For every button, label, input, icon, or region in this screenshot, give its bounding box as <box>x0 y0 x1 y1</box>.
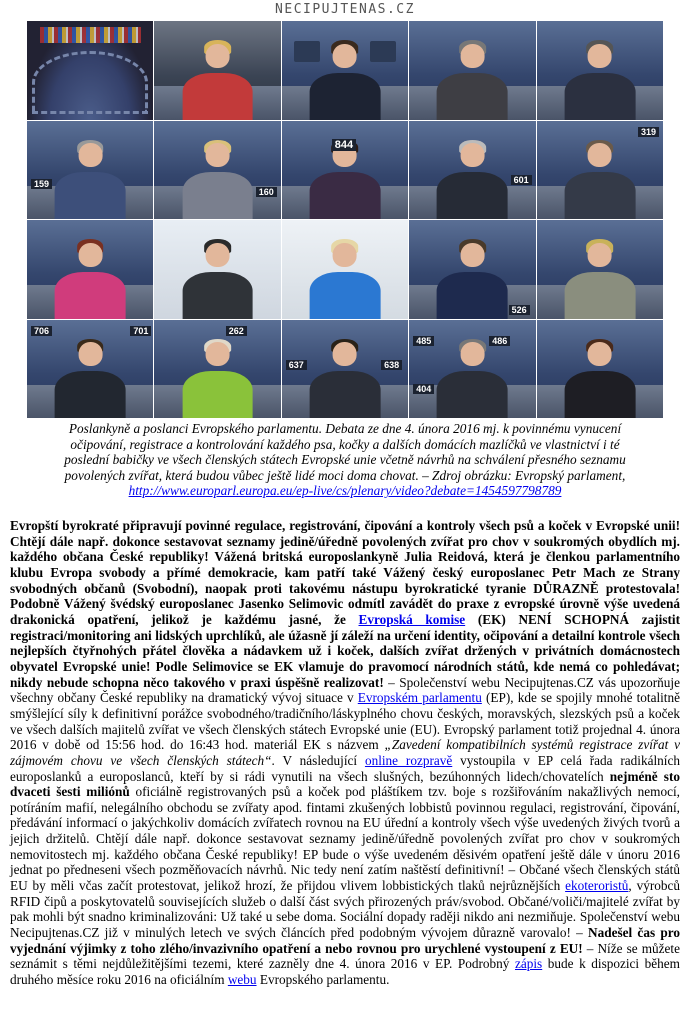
seat-number: 160 <box>256 187 277 197</box>
body-text: vystoupila v EP celá řada radikálních europoslanků a europoslanců, kteří by si rádi vynutili na všech slušných, bezúhonných lidech/chovatelích <box>10 752 680 784</box>
body-text: oficiálně registrovaných psů a koček pod pláštíkem tzv. boje s rozšiřováním nakažlivých nemocí, potíráním mafií, nelegálního obchodu se zvířaty apod. fintami zkušených lobbistů povinnou regulaci, registrování, čipování, předávání informací o jakýchkoliv domácích zvířatech rovnou na EU úřední a kontroly všech výše uvedených živých tvorů a jejich držitelů. Chtějí dále např. dokonce sestavovat seznamy jedině/úředně povolených zvířat pro chov v soukromých nemovitostech mj. každého občana České republiky! EP bude o výše uvedeném děsivém opatření ještě dále v únoru 2016 jednat po předneseni všech pozměňovacích návrhů. Nic tedy není zatím naštěstí definitivní! – Občané všech členských států EU by měli včas začít protestovat, jelikož hrozí, že přijdou vlivem lobbistických tlaků nejrůznějších <box>10 784 680 894</box>
plenary-hall-photo <box>27 21 153 120</box>
seat-number: 637 <box>286 360 307 370</box>
body-text: bude k dispozici během druhého měsíce roku 2016 na oficiálním <box>10 956 680 988</box>
photo-collage <box>27 21 663 418</box>
body-text: (EP), kde se spojily mnohé totalitně smýšlející síly k definitivní porážce svobodného/tradičního/láskyplného chovu českých, moravských, slezských psů a koček ve všech dalších majitelů zvířat ve všech členských státech Evropské unie (EU). Evropský parlament totiž projednal 4. února 2016 v době od 15:56 hod. do 16:43 hod. materiál EK s názvem <box>10 690 680 753</box>
mep-photo <box>282 220 408 319</box>
body-text: . V následující <box>271 752 365 768</box>
seat-number: 601 <box>511 175 532 185</box>
seat-number: 485 <box>413 336 434 346</box>
lead-text: Evropští byrokraté připravují povinné regulace, registrování, čipování a kontroly všech psů a koček v Evropské unii! Chtějí dále např. dokonce sestavovat seznamy jedině/úředně povolených zvířat pro chov v soukromých obydlích mj. každého občana České republiky! Vážená britská europoslankyně Julia Reidová, která je členkou parlamentního klubu Evropa svobody a přímé demokracie, kam patří také Vážený český europoslanec Petr Mach ze Strany svobodných občanů (Svobodní), naopak proti takovému nástupu byrokratické tyranie DŮRAZNĚ protestovala! Podobně Vážený švédský europoslanec Jasenko Selimovic odmítl zavádět do praxe z evropské úrovně výše uvedená drakonická opatření, jelikož je každému jasné, že <box>10 518 680 627</box>
caption-text: Poslankyně a poslanci Evropského parlamentu. Debata ze dne 4. února 2016 mj. k povinnému vynucení očipování, registrace a kontrolování každého psa, kočky a dalších domácích mazlíčků ve vlastnictví i té poslední babičky ve všech členských státech Evropské unie včetně návrhů na schválení přesného seznamu povolených zvířat, která budou vůbec ještě lidé moci doma chovat. – Zdroj obrázku: Evropský parlament, <box>64 421 626 483</box>
evropska-komise-link[interactable]: Evropská komise <box>358 611 466 627</box>
caption-source-link[interactable]: http://www.europarl.europa.eu/ep-live/cs/plenary/video?debate=1454597798789 <box>128 483 562 499</box>
mep-photo <box>27 121 153 220</box>
seat-number: 159 <box>31 179 52 189</box>
mep-photo <box>282 21 408 120</box>
mep-photo <box>537 220 663 319</box>
seat-number: 526 <box>509 305 530 315</box>
evropsky-parlament-link[interactable]: Evropském parlamentu <box>357 690 482 706</box>
mep-photo <box>409 320 535 419</box>
online-rozprava-link[interactable]: online rozpravě <box>364 752 453 768</box>
seat-number: 404 <box>413 384 434 394</box>
mep-photo <box>282 320 408 419</box>
seat-number: 319 <box>638 127 659 137</box>
mep-photo <box>154 121 280 220</box>
web-link[interactable]: webu <box>227 972 257 988</box>
mep-photo <box>409 121 535 220</box>
mep-photo <box>154 320 280 419</box>
mep-photo <box>409 220 535 319</box>
zapis-link[interactable]: zápis <box>514 956 543 972</box>
seat-number: 706 <box>31 326 52 336</box>
site-title: NECIPUJTENAS.CZ <box>275 2 415 17</box>
mep-photo <box>27 320 153 419</box>
seat-number: 844 <box>332 139 356 151</box>
seat-number: 486 <box>489 336 510 346</box>
body-text: – Společenství webu Necipujtenas.CZ vás upozorňuje všechny občany České republiky na dramatický vývoj situace v <box>10 674 680 706</box>
seat-number: 262 <box>226 326 247 336</box>
image-caption <box>60 421 630 499</box>
mep-photo <box>537 320 663 419</box>
ekoteroristu-link[interactable]: ekoteroristů <box>565 878 629 894</box>
body-text: , výrobců RFID čipů a poskytovatelů souvisejících služeb o další část svých přirozených práv/svobod. Občané/voliči/majitelé zvířat by pak mohli být snadno kriminalizováni: Už také u sebe doma. Sociální dopady raději nikdo ani nezmiňuje. Společenství webu Necipujtenas.CZ již v minulých letech ve svých článcích před podobným vývojem důrazně varovalo! – <box>10 878 680 941</box>
body-text: Evropského parlamentu. <box>256 972 390 988</box>
seat-number: 638 <box>381 360 402 370</box>
article-paragraph <box>10 518 680 988</box>
mep-photo <box>282 121 408 220</box>
emphasis-text: nejméně sto dvaceti šesti miliónů <box>10 768 680 800</box>
mep-photo <box>27 220 153 319</box>
call-to-action: Nadešel čas pro vyjednání výjimky z toho zlého/invazivního opatření a nebo rovnou pro urychlené vystoupení z EU! <box>10 925 680 956</box>
document-title: „Zavedení kompatibilních systémů registrace zvířat v zájmovém chovu ve všech členských státech“ <box>10 737 680 768</box>
mep-photo <box>409 21 535 120</box>
mep-photo <box>154 21 280 120</box>
body-text: – Níže se můžete seznámit s těmi nejdůležitějšími tezemi, které zazněly dne 4. února 2016 v EP. Podrobný <box>10 940 680 972</box>
mep-photo <box>537 121 663 220</box>
mep-photo <box>537 21 663 120</box>
seat-number: 701 <box>130 326 151 336</box>
mep-photo <box>154 220 280 319</box>
article-body <box>10 518 680 988</box>
lead-text-cont: (EK) NENÍ SCHOPNÁ zajistit registraci/monitoring ani lidských uprchlíků, ale úžasně jí záleží na určení identity, očipování a detailní kontrole všech nejlepších čtyřnohých přátel člověka a nádavkem už i koček, dalších zvířat držených v privátních domácnostech obyvatel Evropské unie! Podle Selimovice se EK vlamuje do pravomocí národních států, kde nemá co pohledávat; nikdy nebude schopna něco takového v praxi úspěšně realizovat! <box>10 611 680 690</box>
